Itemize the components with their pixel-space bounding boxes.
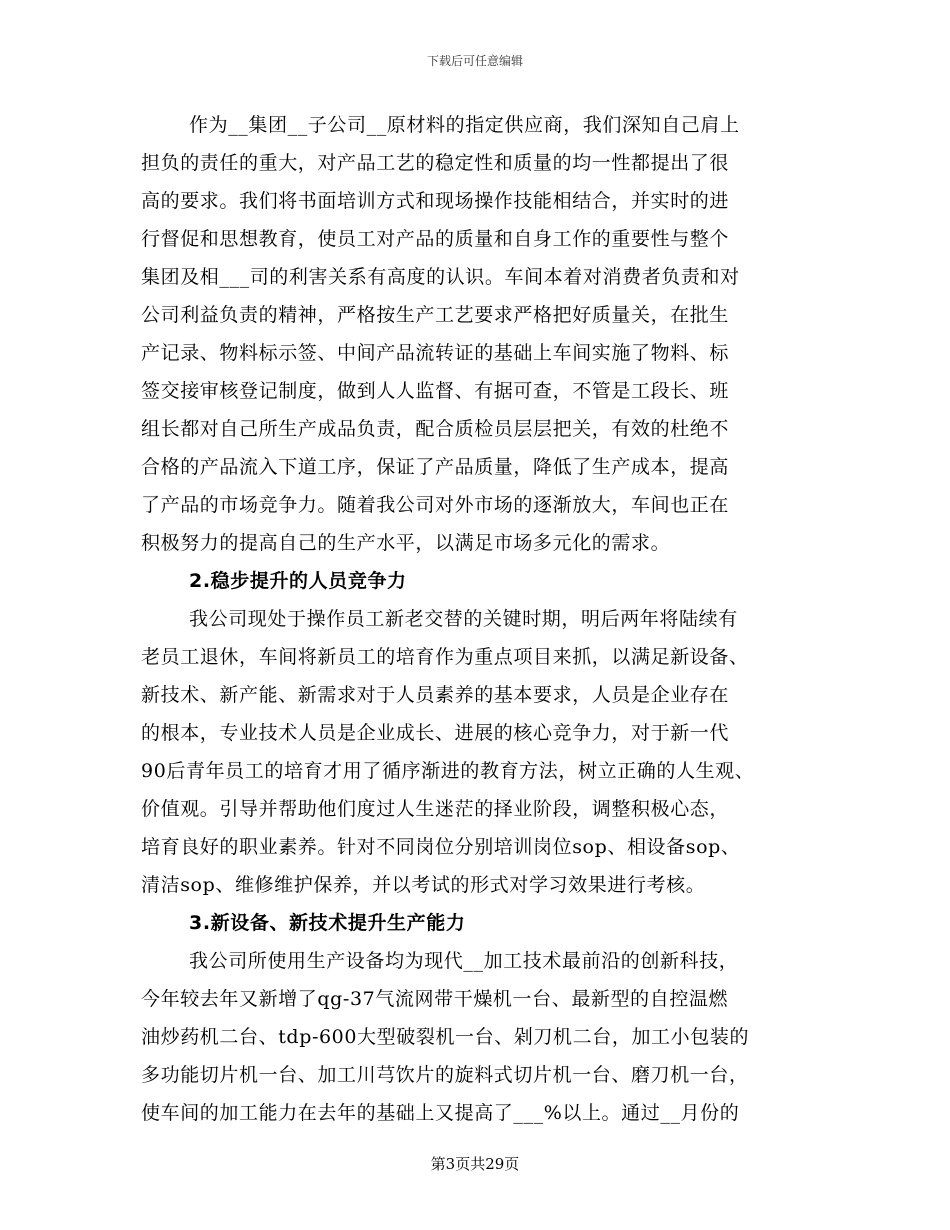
paragraph-line: 今年较去年又新增了qg-37气流网带干燥机一台、最新型的自控温燃 — [141, 988, 729, 1010]
paragraph-line: 的根本，专业技术人员是企业成长、进展的核心竞争力，对于新一代 — [141, 722, 730, 744]
page-footer: 第3页共29页 — [430, 1155, 520, 1173]
paragraph-line: 了产品的市场竞争力。随着我公司对外市场的逐渐放大，车间也正在 — [141, 494, 730, 516]
paragraph-line: 行督促和思想教育，使员工对产品的质量和自身工作的重要性与整个 — [141, 228, 730, 250]
document-body — [141, 106, 811, 1132]
paragraph-line: 签交接审核登记制度，做到人人监督、有据可查，不管是工段长、班 — [141, 380, 730, 402]
paragraph-line: 组长都对自己所生产成品负责，配合质检员层层把关，有效的杜绝不 — [141, 418, 730, 440]
paragraph-line: 担负的责任的重大，对产品工艺的稳定性和质量的均一性都提出了很 — [141, 152, 730, 174]
paragraph-line: 新技术、新产能、新需求对于人员素养的基本要求，人员是企业存在 — [141, 684, 730, 706]
paragraph-line: 积极努力的提高自己的生产水平，以满足市场多元化的需求。 — [141, 532, 671, 554]
paragraph-line: 作为__集团__子公司__原材料的指定供应商，我们深知自己肩上 — [189, 114, 740, 136]
paragraph-line: 价值观。引导并帮助他们度过人生迷茫的择业阶段，调整积极心态， — [141, 798, 730, 820]
paragraph-line: 清洁sop、维修维护保养，并以考试的形式对学习效果进行考核。 — [141, 874, 706, 896]
paragraph-line: 培育良好的职业素养。针对不同岗位分别培训岗位sop、相设备sop、 — [141, 836, 741, 858]
paragraph-line: 多功能切片机一台、加工川芎饮片的旋料式切片机一台、磨刀机一台， — [141, 1064, 749, 1086]
section-heading: 2.稳步提升的人员竞争力 — [189, 570, 407, 592]
paragraph-line: 集团及相___司的利害关系有高度的认识。车间本着对消费者负责和对 — [141, 266, 740, 288]
paragraph-line: 公司利益负责的精神，严格按生产工艺要求严格把好质量关，在批生 — [141, 304, 730, 326]
paragraph-line: 合格的产品流入下道工序，保证了产品质量，降低了生产成本，提高 — [141, 456, 730, 478]
paragraph-line: 我公司所使用生产设备均为现代__加工技术最前沿的创新科技， — [189, 950, 739, 972]
paragraph-line: 我公司现处于操作员工新老交替的关键时期，明后两年将陆续有 — [189, 608, 738, 630]
paragraph-line: 高的要求。我们将书面培训方式和现场操作技能相结合，并实时的进 — [141, 190, 730, 212]
paragraph-line: 油炒药机二台、tdp-600大型破裂机一台、剁刀机二台，加工小包装的 — [141, 1026, 750, 1048]
paragraph-line: 老员工退休，车间将新员工的培育作为重点项目来抓，以满足新设备、 — [141, 646, 749, 668]
paragraph-line: 使车间的加工能力在去年的基础上又提高了___%以上。通过__月份的 — [141, 1102, 740, 1124]
page-header: 下载后可任意编辑 — [426, 54, 523, 68]
paragraph-line: 90后青年员工的培育才用了循序渐进的教育方法，树立正确的人生观、 — [141, 760, 755, 782]
section-heading: 3.新设备、新技术提升生产能力 — [189, 912, 466, 934]
paragraph-line: 产记录、物料标示签、中间产品流转证的基础上车间实施了物料、标 — [141, 342, 730, 364]
